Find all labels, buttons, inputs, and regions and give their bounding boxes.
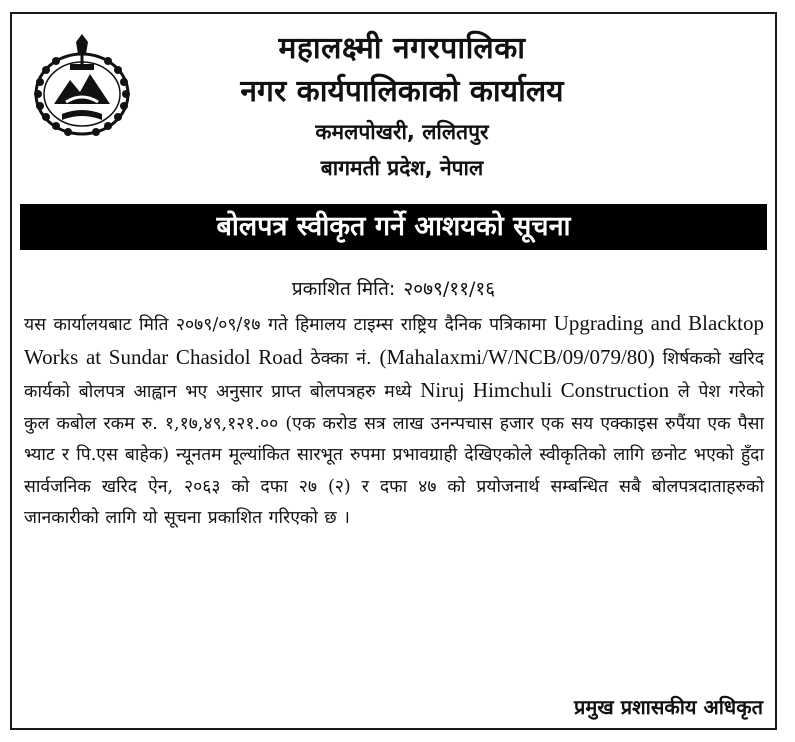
notice-body [24, 308, 764, 535]
office-name: नगर कार्यपालिकाको कार्यालय [240, 74, 564, 109]
signatory-title: प्रमुख प्रशासकीय अधिकृत [574, 695, 763, 719]
bidder-name: Niruj Himchuli Construction [420, 378, 670, 402]
body-segment-1: यस कार्यालयबाट मिति २०७९/०९/१७ गते हिमालय टाइम्स राष्ट्रिय दैनिक पत्रिकामा [24, 315, 554, 335]
contract-number: (Mahalaxmi/W/NCB/09/079/80) [379, 344, 655, 369]
body-segment-2: ठेक्का नं. [302, 348, 380, 369]
nepal-government-emblem-icon [26, 32, 138, 142]
body-segment-4: ले पेश गरेको कुल कबोल रकम रु. १,१७,४९,१२१.०० (एक करोड सत्र लाख उनन्पचास हजार एक सय एक्काइस रुपैंया एक पैसा भ्याट र पि.एस बाहेक) न्यूनतम मूल्यांकित सारभूत रुपमा प्रभावग्राही देखिएकोले स्वीकृतिको लागि छनोट भएको हुँदा सार्वजनिक खरिद ऐन, २०६३ को दफा २७ (२) र दफा ४७ को प्रयोजनार्थ सम्बन्धित सबै बोलपत्रदाताहरुको जानकारीको लागि यो सूचना प्रकाशित गरिएको छ । [24, 382, 764, 528]
organization-name: महालक्ष्मी नगरपालिका [278, 31, 526, 66]
address-province: बागमती प्रदेश, नेपाल [320, 156, 484, 180]
body-segment-3: शिर्षकको खरिद कार्यको बोलपत्र आह्वान भए अनुसार प्राप्त बोलपत्रहरु मध्ये [24, 348, 765, 402]
publication-date-label: प्रकाशित मिति: [291, 278, 396, 300]
publication-date-value: २०७९/११/१६ [403, 278, 496, 300]
publication-date-line [12, 276, 775, 302]
notice-title: बोलपत्र स्वीकृत गर्ने आशयको सूचना [20, 204, 767, 250]
address-city: कमलपोखरी, ललितपुर [315, 120, 489, 144]
header [142, 28, 662, 186]
project-name: Upgrading and Blacktop Works at Sundar Chasidol Road [24, 311, 764, 369]
notice-frame [10, 12, 777, 730]
